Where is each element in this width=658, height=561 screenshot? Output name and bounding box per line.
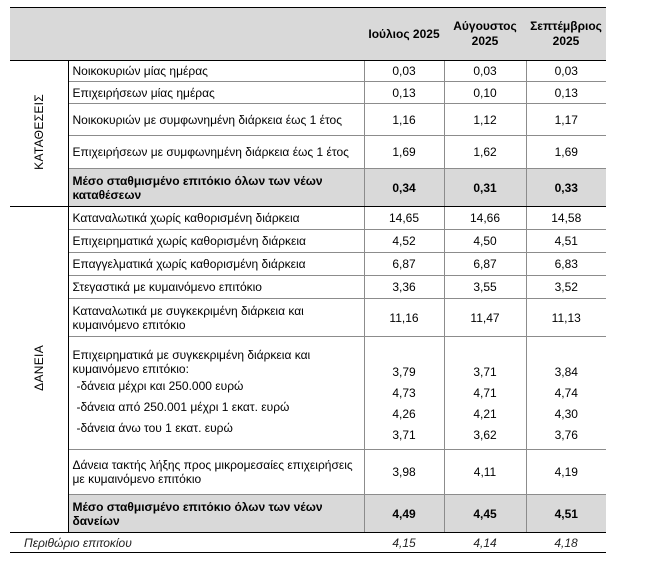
cell-values bbox=[444, 337, 526, 450]
cell-value: 3,76 bbox=[554, 428, 578, 442]
table-row bbox=[10, 61, 606, 82]
average-row-loans bbox=[10, 495, 606, 533]
cell-value: 4,50 bbox=[444, 230, 526, 253]
cell-value: 4,73 bbox=[392, 386, 416, 400]
cell-value: 4,45 bbox=[444, 495, 526, 533]
table-row bbox=[10, 230, 606, 253]
interest-rates-table bbox=[10, 8, 606, 553]
average-row-deposits bbox=[10, 169, 606, 207]
row-label: Επιχειρήσεων με συμφωνημένη διάρκεια έως 1 έτος bbox=[68, 136, 364, 169]
table-row bbox=[10, 276, 606, 299]
cell-value: 4,51 bbox=[526, 495, 606, 533]
cell-value: 0,03 bbox=[444, 61, 526, 82]
subrow-label: -δάνεια από 250.001 μέχρι 1 εκατ. ευρώ bbox=[76, 399, 290, 414]
cell-value: 4,26 bbox=[392, 407, 416, 421]
cell-value: 4,74 bbox=[554, 386, 578, 400]
header-september: Σεπτέμβριος 2025 bbox=[526, 8, 606, 61]
table-row bbox=[10, 82, 606, 104]
subrow-label: -δάνεια μέχρι και 250.000 ευρώ bbox=[76, 378, 244, 393]
cell-value: 4,15 bbox=[364, 533, 444, 553]
table-row bbox=[10, 450, 606, 495]
table-row bbox=[10, 104, 606, 136]
group-label bbox=[68, 337, 364, 450]
cell-value: 4,19 bbox=[526, 450, 606, 495]
row-label: Νοικοκυριών με συμφωνημένη διάρκεια έως 1 έτος bbox=[68, 104, 364, 136]
cell-value: 1,69 bbox=[526, 136, 606, 169]
table-row bbox=[10, 299, 606, 337]
cell-value: 11,47 bbox=[444, 299, 526, 337]
interest-margin-row bbox=[10, 533, 606, 553]
row-label: Μέσο σταθμισμένο επιτόκιο όλων των νέων δανείων bbox=[68, 495, 364, 533]
row-label: Μέσο σταθμισμένο επιτόκιο όλων των νέων καταθέσεων bbox=[68, 169, 364, 207]
cell-value: 4,11 bbox=[444, 450, 526, 495]
header-august: Αύγουστος 2025 bbox=[444, 8, 526, 61]
section-label-loans: ΔΑΝΕΙΑ bbox=[10, 207, 68, 533]
cell-value: 1,12 bbox=[444, 104, 526, 136]
cell-value: 6,87 bbox=[444, 253, 526, 276]
group-heading: Επιχειρηματικά με συγκεκριμένη διάρκεια και κυμαινόμενο επιτόκιο: bbox=[72, 347, 311, 376]
row-label: Στεγαστικά με κυμαινόμενο επιτόκιο bbox=[68, 276, 364, 299]
section-label-deposits: ΚΑΤΑΘΕΣΕΙΣ bbox=[10, 61, 68, 207]
row-label: Καταναλωτικά με συγκεκριμένη διάρκεια και κυμαινόμενο επιτόκιο bbox=[68, 299, 364, 337]
cell-value: 1,69 bbox=[364, 136, 444, 169]
cell-value: 3,55 bbox=[444, 276, 526, 299]
table-row-group bbox=[10, 337, 606, 450]
cell-value: 0,13 bbox=[364, 82, 444, 104]
cell-value: 4,21 bbox=[473, 407, 497, 421]
cell-value: 0,31 bbox=[444, 169, 526, 207]
cell-value: 1,62 bbox=[444, 136, 526, 169]
margin-label: Περιθώριο επιτοκίου bbox=[10, 533, 364, 553]
cell-value: 0,34 bbox=[364, 169, 444, 207]
cell-value: 1,17 bbox=[526, 104, 606, 136]
cell-value: 3,84 bbox=[554, 365, 578, 379]
row-label: Νοικοκυριών μίας ημέρας bbox=[68, 61, 364, 82]
table-header bbox=[10, 8, 606, 61]
row-label: Επιχειρηματικά χωρίς καθορισμένη διάρκεια bbox=[68, 230, 364, 253]
cell-value: 3,98 bbox=[364, 450, 444, 495]
cell-value: 0,03 bbox=[526, 61, 606, 82]
cell-value: 14,58 bbox=[526, 207, 606, 230]
cell-value: 3,62 bbox=[473, 428, 497, 442]
top-rule bbox=[10, 0, 606, 8]
cell-value: 4,14 bbox=[444, 533, 526, 553]
cell-value: 3,79 bbox=[392, 365, 416, 379]
cell-value: 4,18 bbox=[526, 533, 606, 553]
cell-value: 6,87 bbox=[364, 253, 444, 276]
row-label: Καταναλωτικά χωρίς καθορισμένη διάρκεια bbox=[68, 207, 364, 230]
cell-value: 0,33 bbox=[526, 169, 606, 207]
cell-value: 14,66 bbox=[444, 207, 526, 230]
cell-value: 3,36 bbox=[364, 276, 444, 299]
cell-value: 4,52 bbox=[364, 230, 444, 253]
row-label: Επιχειρήσεων μίας ημέρας bbox=[68, 82, 364, 104]
cell-value: 3,71 bbox=[473, 365, 497, 379]
cell-values bbox=[526, 337, 606, 450]
cell-value: 14,65 bbox=[364, 207, 444, 230]
header-corner bbox=[10, 8, 364, 61]
row-label: Επαγγελματικά χωρίς καθορισμένη διάρκεια bbox=[68, 253, 364, 276]
cell-value: 6,83 bbox=[526, 253, 606, 276]
cell-value: 3,52 bbox=[526, 276, 606, 299]
cell-value: 0,03 bbox=[364, 61, 444, 82]
table-row bbox=[10, 136, 606, 169]
cell-values bbox=[364, 337, 444, 450]
cell-value: 0,10 bbox=[444, 82, 526, 104]
cell-value: 11,13 bbox=[526, 299, 606, 337]
cell-value: 1,16 bbox=[364, 104, 444, 136]
cell-value: 4,51 bbox=[526, 230, 606, 253]
cell-value: 4,49 bbox=[364, 495, 444, 533]
cell-value: 0,13 bbox=[526, 82, 606, 104]
cell-value: 11,16 bbox=[364, 299, 444, 337]
row-label: Δάνεια τακτής λήξης προς μικρομεσαίες επιχειρήσεις με κυμαινόμενο επιτόκιο bbox=[68, 450, 364, 495]
header-july: Ιούλιος 2025 bbox=[364, 8, 444, 61]
cell-value: 4,30 bbox=[554, 407, 578, 421]
subrow-label: -δάνεια άνω του 1 εκατ. ευρώ bbox=[76, 420, 233, 435]
table-row bbox=[10, 253, 606, 276]
cell-value: 4,71 bbox=[473, 386, 497, 400]
cell-value: 3,71 bbox=[392, 428, 416, 442]
table-row bbox=[10, 207, 606, 230]
